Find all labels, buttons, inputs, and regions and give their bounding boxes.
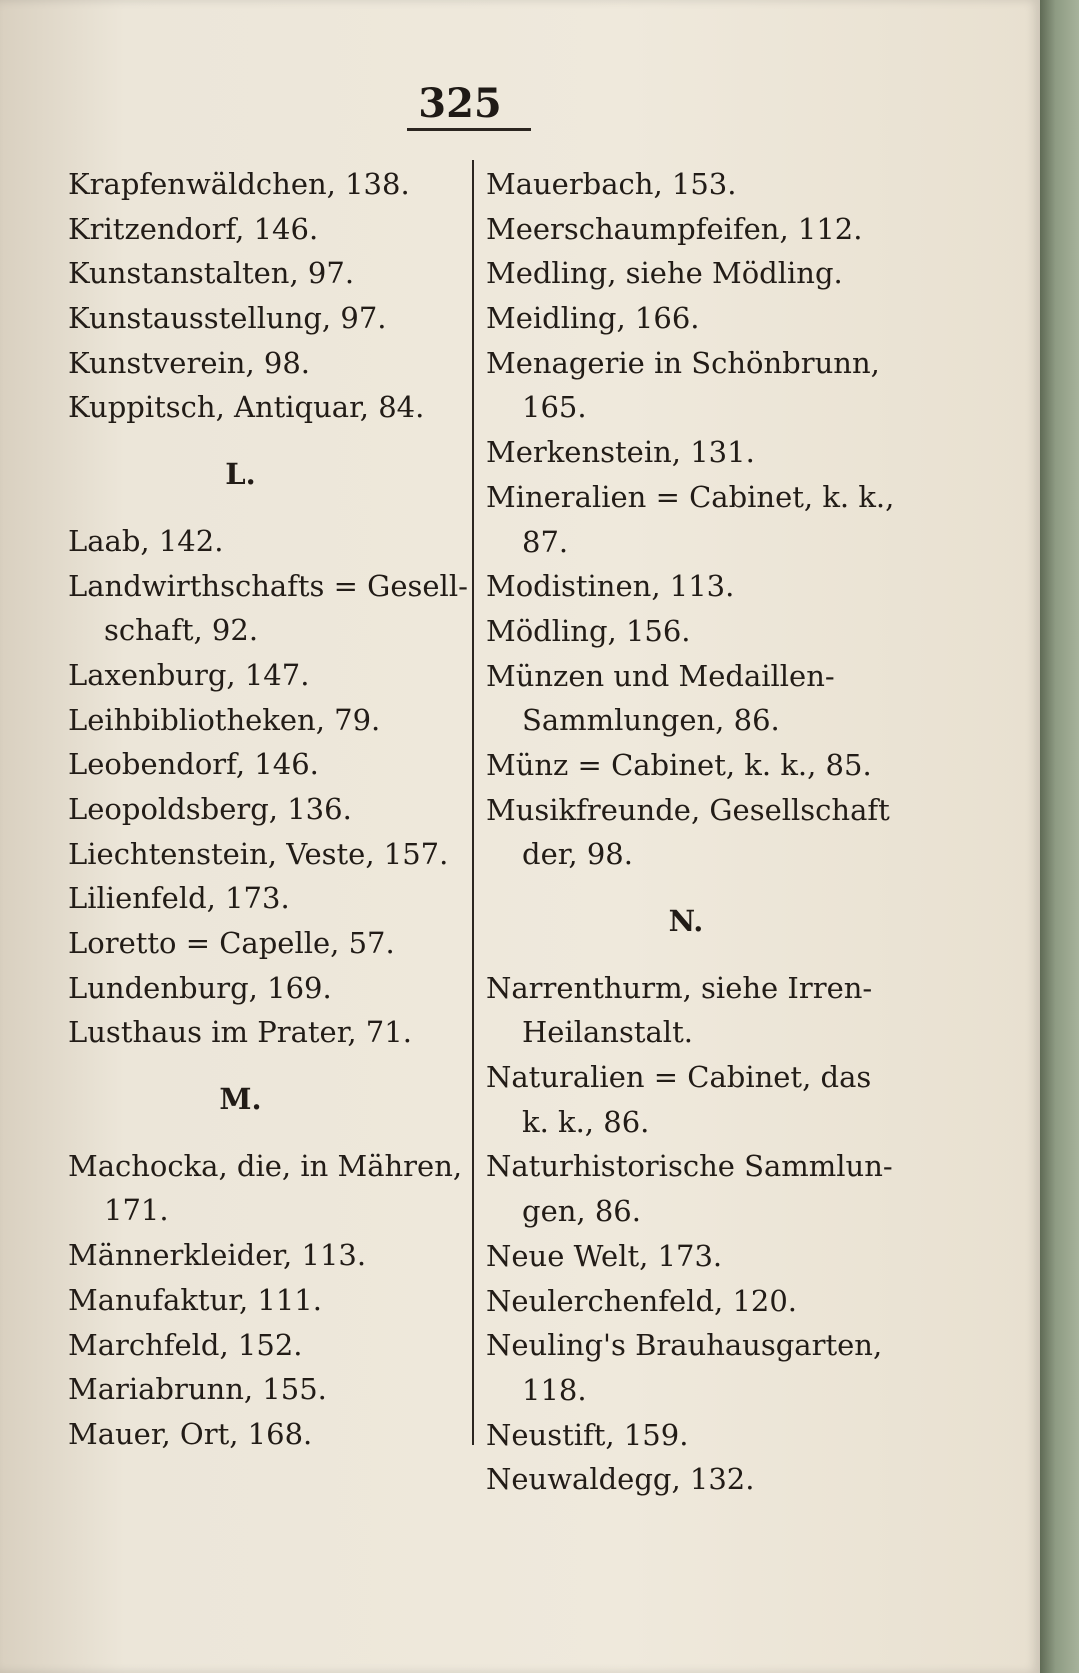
index-entry: Kunstverein, 98. [68,345,310,380]
index-entry: Leopoldsberg, 136. [68,791,352,826]
index-entry: Kunstanstalten, 97. [68,256,355,291]
index-entry: Münzen und Medaillen- [486,658,835,693]
index-entry: Merkenstein, 131. [486,435,755,470]
section-spacer [486,877,896,899]
index-entry: Modistinen, 113. [486,569,735,604]
index-entry: Mauerbach, 153. [486,167,737,201]
index-entry-continuation: 118. [522,1372,587,1407]
book-cover-edge [1040,0,1079,1673]
index-entry: Neuwaldegg, 132. [486,1462,755,1497]
index-entry: Neue Welt, 173. [486,1238,723,1273]
index-entry: Laxenburg, 147. [68,657,310,692]
index-entry: Leobendorf, 146. [68,747,319,782]
index-entry: Neustift, 159. [486,1417,689,1452]
index-column-left [68,162,473,1457]
index-entry-continuation: Sammlungen, 86. [522,703,780,738]
index-entry-continuation: k. k., 86. [522,1104,650,1139]
index-entry: Lundenburg, 169. [68,970,332,1005]
index-entry: Mödling, 156. [486,613,691,648]
index-entry: Meidling, 166. [486,301,700,336]
section-letter: L. [225,457,256,492]
index-entry: Musikfreunde, Gesellschaft [486,792,890,827]
header-rule [407,128,531,131]
index-entry: Liechtenstein, Veste, 157. [68,836,449,871]
page-number: 325 [418,80,502,127]
index-entry: Lusthaus im Prater, 71. [68,1015,412,1050]
index-column-right [486,162,896,1502]
index-entry: Naturhistorische Sammlun- [486,1149,893,1184]
index-entry: Mauer, Ort, 168. [68,1416,313,1451]
index-entry: Münz = Cabinet, k. k., 85. [486,747,872,782]
index-entry: Neuling's Brauhausgarten, [486,1328,883,1363]
index-entry-continuation: Heilanstalt. [522,1015,693,1050]
index-entry: Marchfeld, 152. [68,1327,303,1362]
index-entry: Machocka, die, in Mähren, [68,1148,463,1183]
index-entry: Männerkleider, 113. [68,1238,367,1273]
index-entry: Leihbibliotheken, 79. [68,702,381,737]
index-entry: Landwirthschafts = Gesell- [68,568,468,603]
index-entry: Manufaktur, 111. [68,1282,322,1317]
index-entry: Naturalien = Cabinet, das [486,1060,872,1095]
index-entry: Krapfenwäldchen, 138. [68,167,410,201]
index-entry: Neulerchenfeld, 120. [486,1283,798,1318]
index-entry-continuation: 87. [522,524,569,559]
index-entry: Loretto = Capelle, 57. [68,926,395,960]
index-entry-continuation: schaft, 92. [104,613,259,648]
index-entry-continuation: 165. [522,390,587,425]
index-entry: Mariabrunn, 155. [68,1372,327,1407]
index-entry: Meerschaumpfeifen, 112. [486,211,863,246]
index-entry: Lilienfeld, 173. [68,881,290,916]
section-letter: M. [219,1082,262,1117]
section-spacer [68,1055,473,1077]
section-letter: N. [668,904,704,938]
index-entry: Mineralien = Cabinet, k. k., [486,479,895,514]
section-spacer [68,430,473,452]
index-entry: Medling, siehe Mödling. [486,256,843,291]
index-entry: Kuppitsch, Antiquar, 84. [68,390,425,425]
index-entry-continuation: gen, 86. [522,1194,641,1229]
index-entry: Kunstausstellung, 97. [68,301,387,336]
index-entry-continuation: der, 98. [522,837,633,872]
section-spacer [486,944,896,966]
index-entry: Laab, 142. [68,523,224,558]
index-entry-continuation: 171. [104,1193,169,1228]
index-entry: Narrenthurm, siehe Irren- [486,970,873,1005]
section-spacer [68,497,473,519]
index-entry: Kritzendorf, 146. [68,211,319,246]
index-entry: Menagerie in Schönbrunn, [486,345,880,380]
section-spacer [68,1122,473,1144]
